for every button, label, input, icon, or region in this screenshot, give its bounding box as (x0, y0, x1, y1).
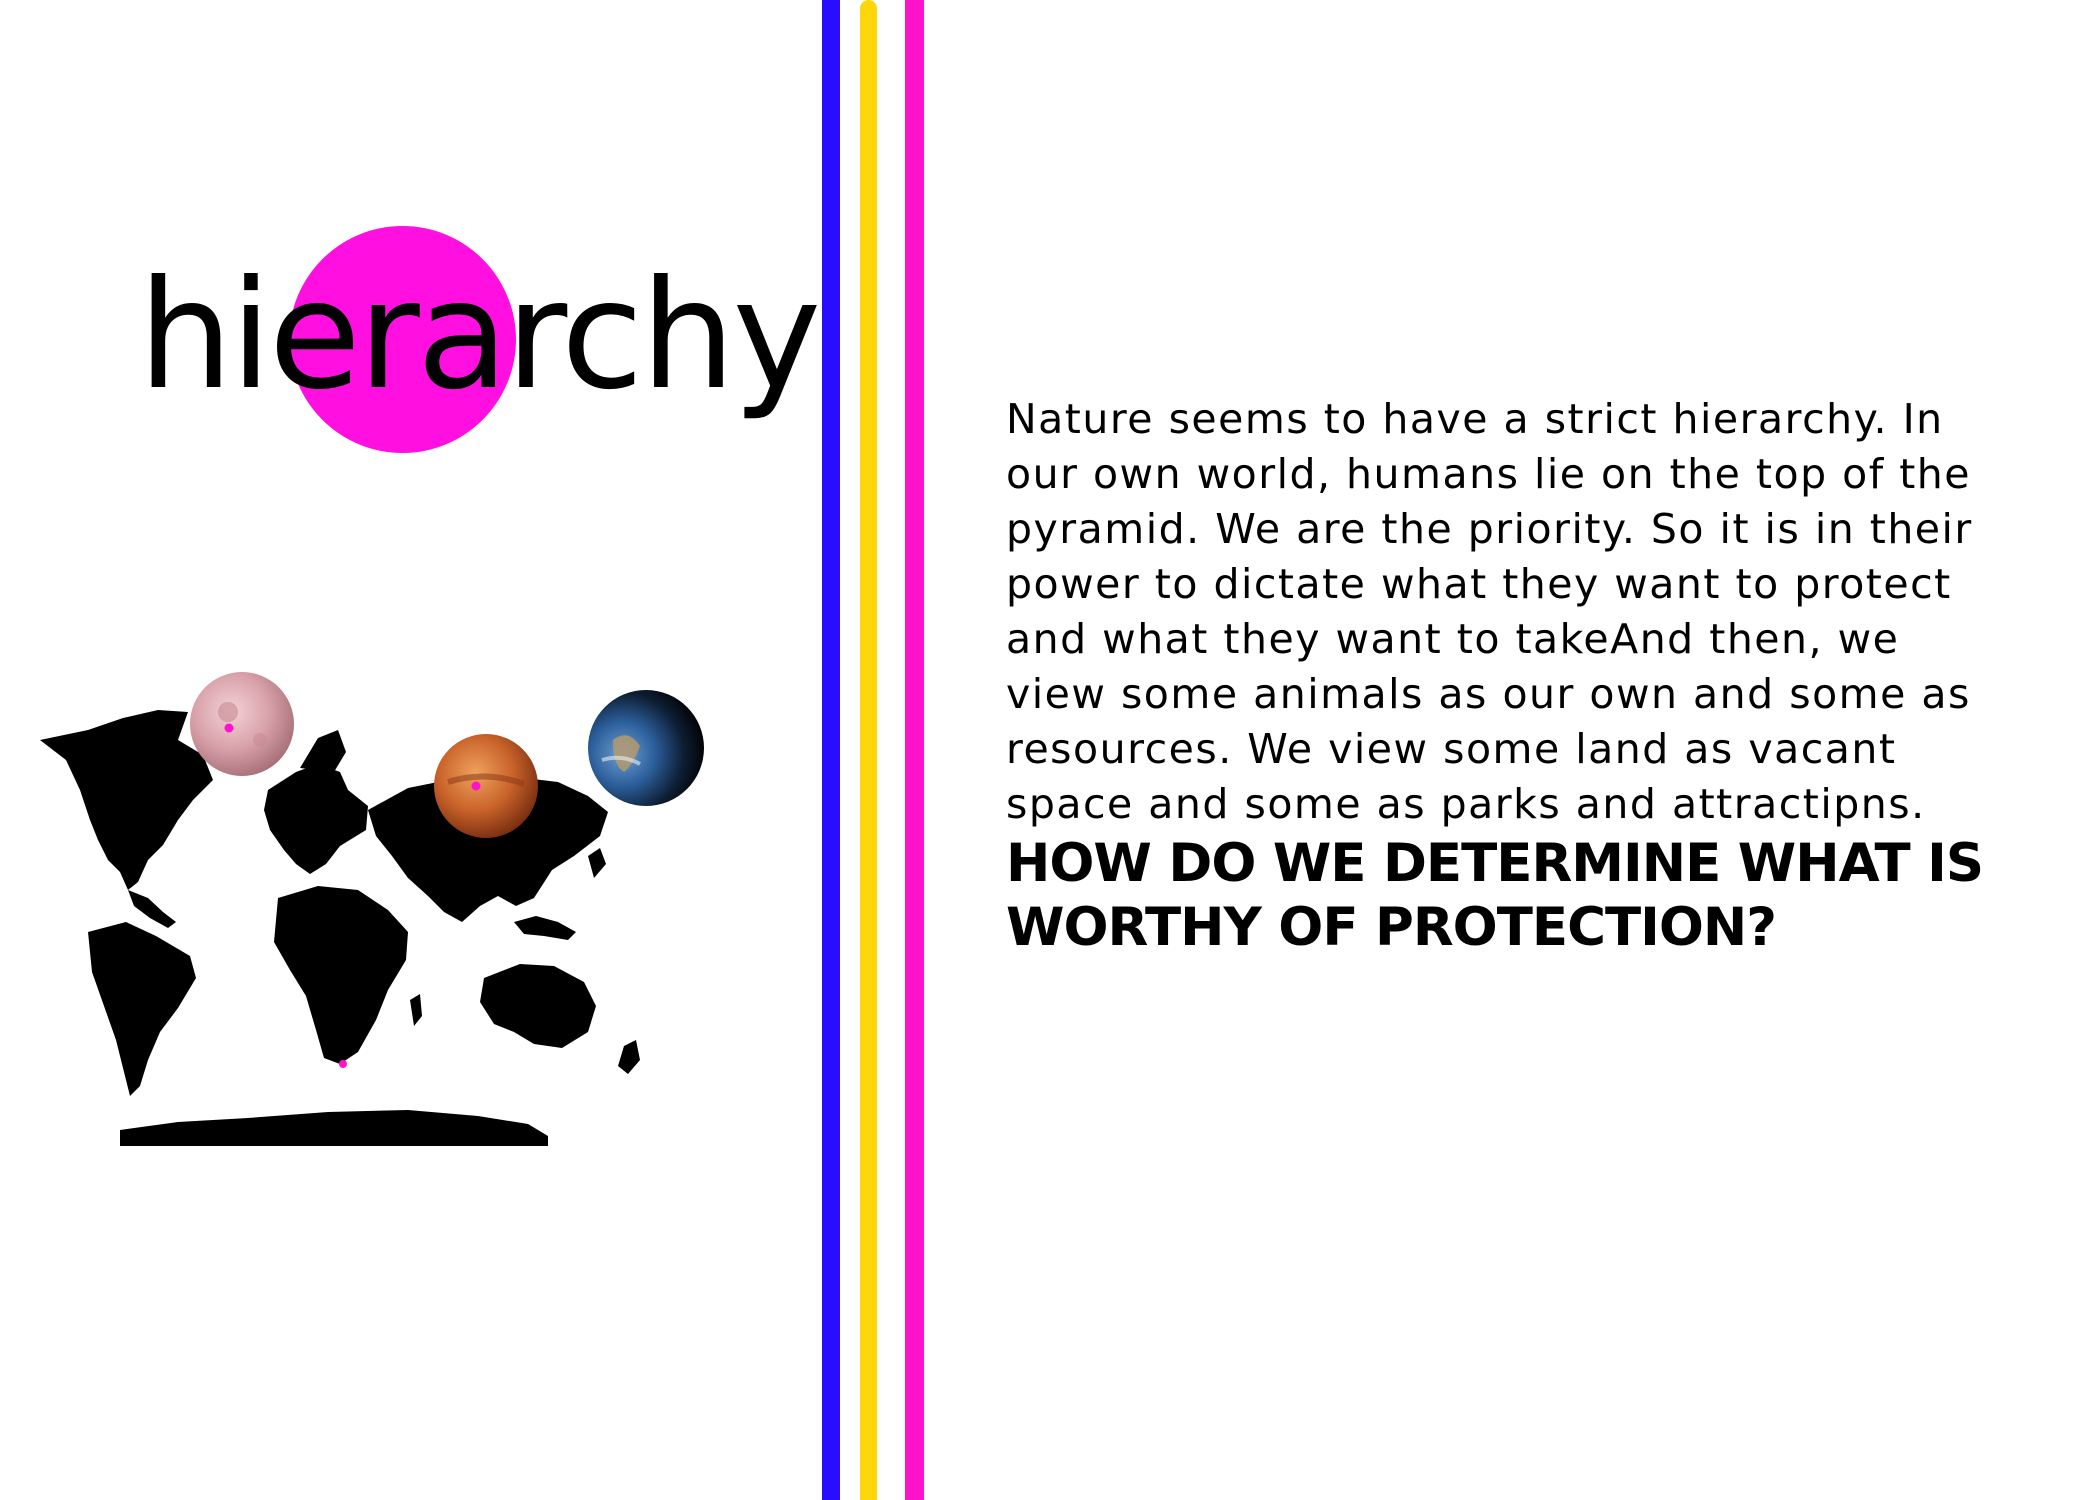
scandinavia-shape (300, 730, 346, 772)
yellow-stripe (860, 0, 877, 1500)
south-america-shape (88, 922, 196, 1096)
madagascar-shape (410, 994, 422, 1026)
world-map-illustration (28, 660, 748, 1200)
blue-stripe (822, 0, 840, 1500)
moon-image (190, 672, 294, 776)
southeast-asia-islands (514, 916, 576, 940)
moon-marker (225, 724, 234, 733)
japan-shape (588, 848, 606, 878)
closing-question: HOW DO WE DETERMINE WHAT IS WORTHY OF PROTECTION? (1006, 833, 1983, 958)
north-america-shape (40, 710, 213, 890)
new-zealand-shape (618, 1040, 640, 1074)
page-title: hierarchy (138, 249, 819, 423)
australia-shape (480, 964, 596, 1048)
central-america-shape (128, 890, 176, 928)
africa-marker (339, 1060, 347, 1068)
continents (40, 698, 640, 1146)
body-paragraph (1006, 392, 2006, 960)
moon-crater (253, 733, 267, 747)
paragraph-text: Nature seems to have a strict hierarchy. In our own world, humans lie on the top of the pyramid. We are the priority. So it is in their power to dictate what they want to protect and what they want to takeAnd then, we view some animals as our own and some as resources. We view some land as vacant space and some as parks and attractipns. (1006, 395, 1973, 828)
europe-shape (264, 764, 368, 874)
antarctica-shape (120, 1110, 548, 1146)
africa-shape (274, 886, 408, 1064)
earth-image (588, 690, 704, 806)
pink-stripe (905, 0, 924, 1500)
mars-marker (472, 782, 481, 791)
moon-crater (218, 702, 238, 722)
